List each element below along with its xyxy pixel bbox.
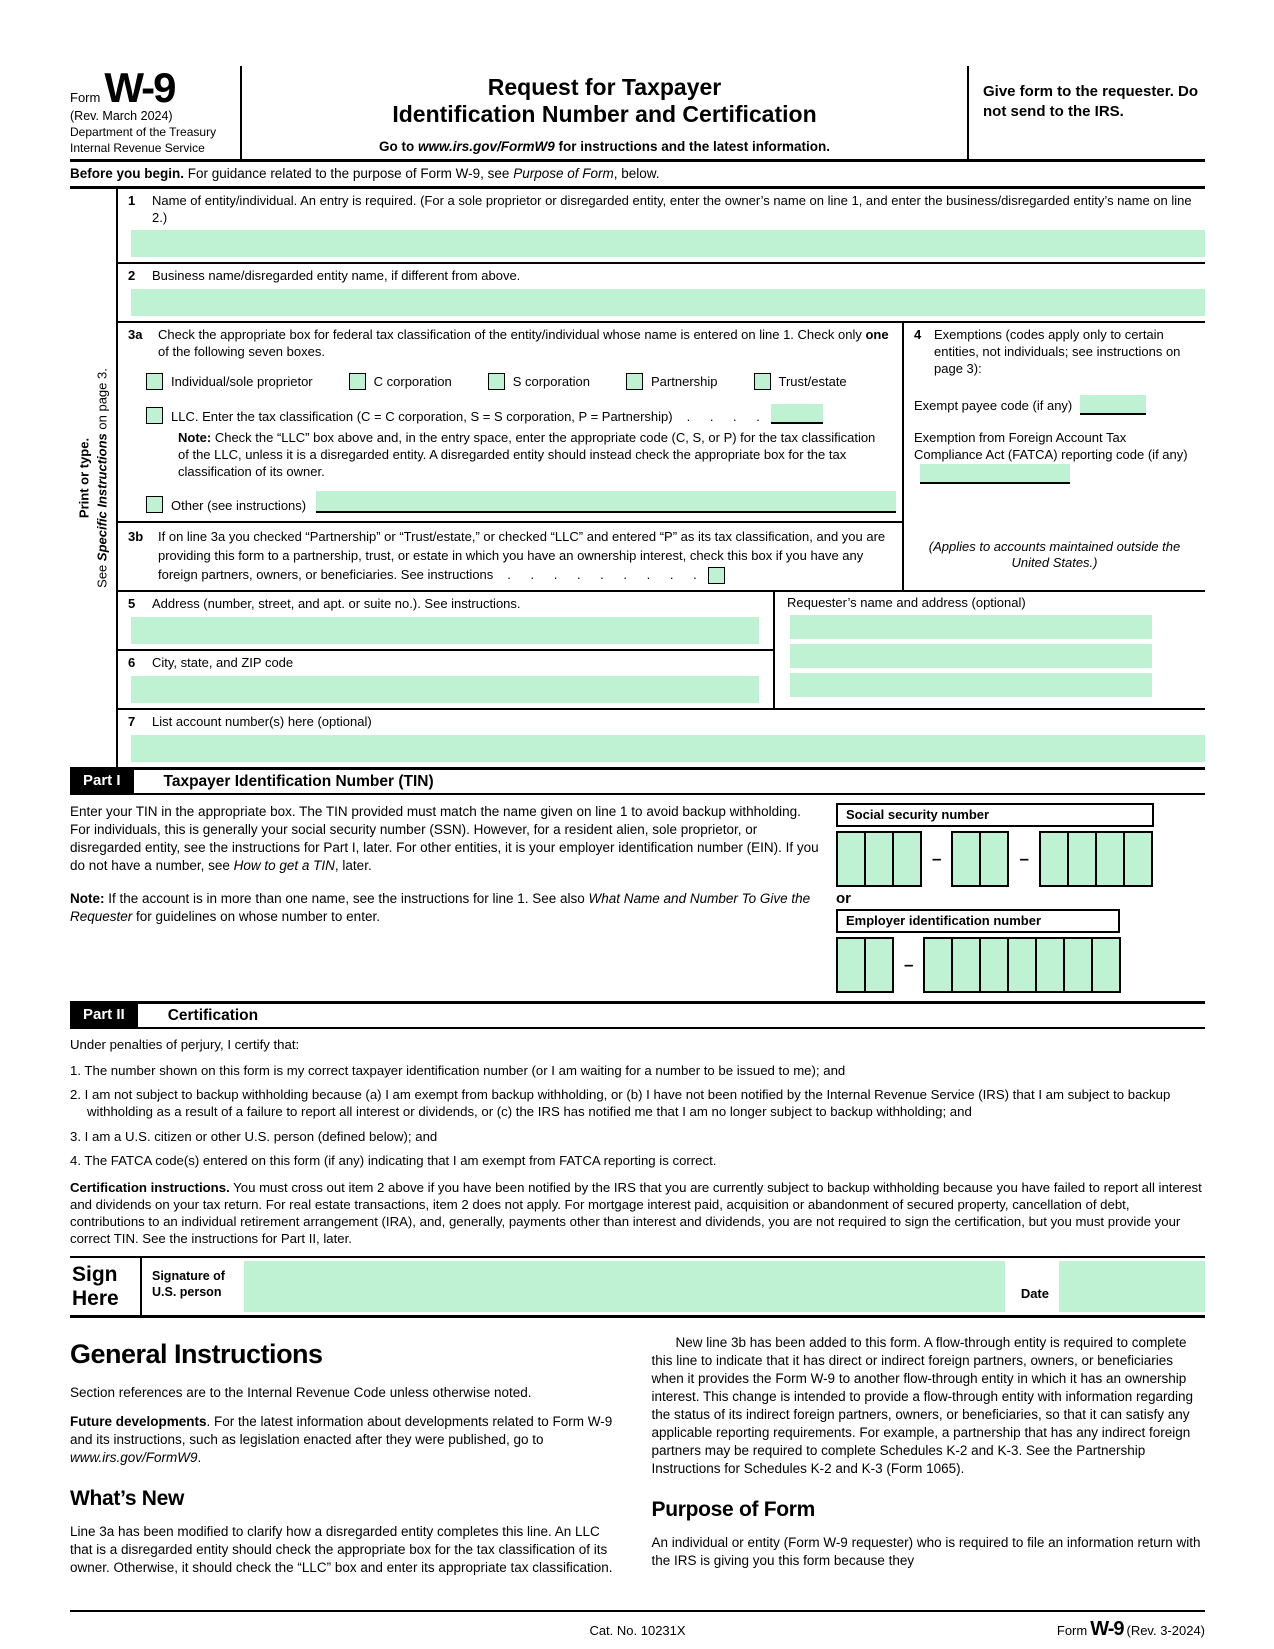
part2-badge: Part II (70, 1004, 138, 1027)
label-llc: LLC. Enter the tax classification (C = C corporation, S = S corporation, P = Partnership) (171, 409, 673, 425)
tin-instructions-paragraph: Enter your TIN in the appropriate box. The TIN provided must match the name given on line 1 to avoid backup withholding. For individuals, this is generally your social security number (SSN). However, for a resident alien, sole proprietor, or disregarded entity, see the instructions for Part I, later. For other entities, it is your employer identification number (EIN). If you do not have a number, see How to get a TIN, later. (70, 804, 819, 873)
option-c-corporation (349, 373, 452, 390)
part1-badge: Part I (70, 770, 134, 793)
see-prefix: See (94, 560, 109, 588)
line3a-label: Check the appropriate box for federal tax classification of the entity/individual whose name is entered on line 1. Check only one of the following seven boxes. (158, 327, 889, 360)
fatca-label: Exemption from Foreign Account Tax Compliance Act (FATCA) reporting code (if any) (914, 430, 1188, 462)
certification-item-3: 3. I am a U.S. citizen or other U.S. person (defined below); and (70, 1128, 438, 1144)
tax-classification-checkboxes (146, 373, 902, 390)
ssn-digit-cell[interactable] (1039, 831, 1069, 887)
line3b-number: 3b (128, 528, 144, 544)
before-begin-suffix: , below. (613, 165, 660, 181)
form-word: Form (70, 90, 101, 105)
ein-dash: – (904, 955, 914, 975)
goto-prefix: Go to (378, 139, 418, 155)
part2-title: Certification (167, 1006, 259, 1024)
form-identity-block (70, 66, 242, 159)
requester-input-line2[interactable] (790, 644, 1152, 668)
before-begin-italic: Purpose of Form (513, 165, 614, 181)
goto-suffix: for instructions and the latest information. (554, 139, 831, 155)
ssn-label-box: Social security number (836, 803, 1154, 827)
tin-entry-column (822, 803, 1205, 995)
checkbox-individual-sole-proprietor[interactable] (146, 373, 163, 390)
ein-digit-cell[interactable] (1007, 937, 1037, 993)
line2-label: Business name/disregarded entity name, if different from above. (152, 268, 521, 284)
line1-number: 1 (128, 192, 136, 208)
form-title-block (242, 66, 967, 159)
ein-digit-cell[interactable] (923, 937, 953, 993)
certification-intro: Under penalties of perjury, I certify that: (70, 1037, 300, 1053)
line5-number: 5 (128, 596, 136, 612)
instructions-section (70, 1334, 1205, 1589)
address-input[interactable] (131, 617, 759, 644)
form-fields-body (116, 189, 1205, 767)
classification-row (118, 323, 1205, 592)
tin-note-paragraph: Note: If the account is in more than one name, see the instructions for line 1. See also What Name and Number To Give the Requester for guidelines on whose number to enter. (70, 890, 811, 924)
ssn-group-middle (951, 831, 1009, 887)
before-begin-text: For guidance related to the purpose of Form W-9, see (184, 165, 514, 181)
date-input[interactable] (1059, 1261, 1205, 1312)
form-header (70, 66, 1205, 162)
ein-digit-cell[interactable] (979, 937, 1009, 993)
line6-box (118, 651, 773, 708)
label-c-corporation: C corporation (373, 374, 452, 390)
line3b-dot-leader: . . . . . . . . . (507, 566, 698, 582)
date-label: Date (1020, 1285, 1049, 1301)
sidebar-rotated-text (75, 228, 110, 728)
llc-dot-leader: . . . . (686, 409, 761, 425)
print-or-type-label: Print or type. (76, 437, 92, 518)
classification-left-cell (118, 323, 902, 590)
ssn-digit-cell[interactable] (951, 831, 981, 887)
line7-row (118, 710, 1205, 762)
option-llc (146, 404, 902, 424)
certification-instructions-bold: Certification instructions. (70, 1179, 230, 1195)
ssn-dash: – (932, 849, 942, 869)
address-left-cell (118, 592, 773, 708)
line4-label: Exemptions (codes apply only to certain entities, not individuals; see instructions on page 3): (934, 327, 1181, 377)
exempt-payee-row (914, 395, 1195, 415)
signature-row (70, 1256, 1205, 1318)
ssn-digit-cell[interactable] (836, 831, 866, 887)
note-text: Check the “LLC” box above and, in the entry space, enter the appropriate code (C, S, or P) for the tax classification of the LLC, unless it is a disregarded entity. A disregarded entity should instead check the appropriate box for the tax classification of its owner. (178, 430, 876, 479)
business-name-input[interactable] (131, 289, 1205, 316)
option-individual (146, 373, 313, 390)
ein-digit-cell[interactable] (1091, 937, 1121, 993)
line4-exemptions-cell (902, 323, 1205, 590)
print-or-type-sidebar (70, 189, 116, 767)
line3a-number: 3a (128, 327, 143, 343)
general-instructions-title: General Instructions (70, 1338, 323, 1369)
ssn-digit-cell[interactable] (979, 831, 1009, 887)
agency-line: Internal Revenue Service (70, 140, 205, 155)
form-title-line2: Identification Number and Certification (392, 101, 817, 128)
line2-number: 2 (128, 268, 136, 284)
line6-number: 6 (128, 655, 136, 671)
checkbox-c-corporation[interactable] (349, 373, 366, 390)
new-line-3b-paragraph: New line 3b has been added to this form. A flow-through entity is required to complete this line to indicate that it has direct or indirect foreign partners, owners, or beneficiaries when it provides the Form W-9 to another flow-through entity in which it has an ownership interest. This change is intended to provide a flow-through entity with information regarding the status of its indirect foreign partners, owners, or beneficiaries, so that it can satisfy any applicable reporting requirements. For example, a partnership that has any indirect foreign partners may be required to complete Schedules K-2 and K-3. See the Partnership Instructions for Schedules K-2 and K-3 (Form 1065). (651, 1334, 1194, 1477)
page-footer (70, 1610, 1205, 1641)
checkbox-partnership[interactable] (626, 373, 643, 390)
ssn-digit-cell[interactable] (1095, 831, 1125, 887)
specific-instructions-label: Specific Instructions (94, 433, 109, 561)
before-you-begin-line (70, 162, 1205, 189)
purpose-paragraph: An individual or entity (Form W-9 requester) who is required to file an information return with the IRS is giving you this form because they (651, 1535, 1201, 1569)
certification-item-1: 1. The number shown on this form is my correct taxpayer identification number (or I am waiting for a number to be issued to me); and (70, 1063, 846, 1079)
give-form-notice: Give form to the requester. Do not send to the IRS. (967, 66, 1205, 159)
fatca-code-input[interactable] (920, 464, 1070, 484)
ein-digit-cell[interactable] (951, 937, 981, 993)
label-other: Other (see instructions) (171, 497, 307, 513)
city-state-zip-input[interactable] (131, 676, 759, 703)
option-partnership (626, 373, 717, 390)
label-s-corporation: S corporation (512, 374, 591, 390)
line3a-note (178, 430, 902, 481)
line4-number: 4 (914, 327, 922, 343)
exempt-payee-code-input[interactable] (1080, 395, 1146, 415)
instructions-left-column (70, 1334, 624, 1589)
department-line: Department of the Treasury (70, 124, 217, 139)
address-row (118, 592, 1205, 710)
ssn-digit-cell[interactable] (1123, 831, 1153, 887)
whats-new-paragraph: Line 3a has been modified to clarify how a disregarded entity completes this line. An LLC that is a disregarded entity should check the appropriate box for the tax classification of its owner. Otherwise, it should check the “LLC” box and enter its appropriate tax classification. (70, 1524, 613, 1576)
ssn-input-row (836, 831, 1205, 887)
checkbox-llc[interactable] (146, 407, 163, 424)
future-developments-paragraph: Future developments. For the latest information about developments related to Form W-9 and its instructions, such as legislation enacted after they were published, go to www.irs.gov/FormW9. (70, 1413, 613, 1465)
line7-number: 7 (128, 714, 136, 730)
line7-label: List account number(s) here (optional) (152, 714, 372, 730)
certification-instructions (70, 1179, 1205, 1248)
ein-group-prefix (836, 937, 894, 993)
part1-text-column (70, 803, 822, 995)
applies-note: (Applies to accounts maintained outside the United States.) (928, 538, 1181, 571)
line5-box (118, 592, 773, 651)
whats-new-title: What’s New (70, 1487, 185, 1511)
part1-title: Taxpayer Identification Number (TIN) (163, 772, 434, 790)
goto-instructions-line (254, 139, 955, 154)
other-classification-input[interactable] (316, 491, 896, 513)
ein-digit-cell[interactable] (1035, 937, 1065, 993)
option-s-corporation (488, 373, 590, 390)
line2-row (118, 264, 1205, 323)
checkbox-s-corporation[interactable] (488, 373, 505, 390)
ssn-digit-cell[interactable] (892, 831, 922, 887)
checkbox-trust-estate[interactable] (754, 373, 771, 390)
section-references-paragraph: Section references are to the Internal Revenue Code unless otherwise noted. (70, 1384, 532, 1400)
footer-form-id: Form W-9 (Rev. 3-2024) (1056, 1618, 1205, 1641)
checkbox-other[interactable] (146, 496, 163, 513)
ssn-dash: – (1019, 849, 1029, 869)
catalog-number: Cat. No. 10231X (589, 1623, 686, 1639)
exempt-payee-label: Exempt payee code (if any) (914, 398, 1073, 414)
ssn-digit-cell[interactable] (864, 831, 894, 887)
line1-row (118, 189, 1205, 265)
line5-label: Address (number, street, and apt. or suite no.). See instructions. (152, 596, 521, 612)
ssn-digit-cell[interactable] (1067, 831, 1097, 887)
option-other (146, 491, 896, 513)
signature-input[interactable] (244, 1261, 1005, 1312)
requester-cell (773, 592, 1205, 708)
ssn-group-area (836, 831, 922, 887)
label-trust-estate: Trust/estate (778, 374, 847, 390)
line6-label: City, state, and ZIP code (152, 655, 294, 671)
certification-item-4: 4. The FATCA code(s) entered on this form (if any) indicating that I am exempt from FATCA reporting is correct. (70, 1152, 717, 1168)
requester-label: Requester’s name and address (optional) (787, 595, 1026, 611)
purpose-of-form-title: Purpose of Form (651, 1498, 816, 1522)
note-bold: Note: (178, 430, 212, 446)
account-numbers-input[interactable] (131, 735, 1205, 762)
requester-input-line1[interactable] (790, 615, 1152, 639)
line3a-box (118, 323, 902, 522)
part2-header (70, 1001, 1205, 1029)
page3-suffix: on page 3. (94, 368, 109, 434)
ein-digit-cell[interactable] (836, 937, 866, 993)
ein-input-row (836, 937, 1205, 993)
option-trust-estate (754, 373, 847, 390)
or-label: or (836, 890, 851, 908)
name-input[interactable] (131, 230, 1205, 257)
form-title-line1: Request for Taxpayer (487, 74, 722, 100)
line3b-box (118, 523, 902, 591)
ssn-group-serial (1039, 831, 1153, 887)
label-partnership: Partnership (651, 374, 718, 390)
part2-body (70, 1029, 1205, 1256)
ein-digit-cell[interactable] (1063, 937, 1093, 993)
ein-label-box: Employer identification number (836, 909, 1120, 933)
ein-digit-cell[interactable] (864, 937, 894, 993)
label-individual-sole-proprietor: Individual/sole proprietor (171, 374, 313, 390)
instructions-right-column (652, 1334, 1206, 1589)
ein-group-serial (923, 937, 1121, 993)
form-revision: (Rev. March 2024) (70, 108, 173, 123)
line1-label: Name of entity/individual. An entry is required. (For a sole proprietor or disregarded entity, enter the owner’s name on line 1, and enter the business/disregarded entity’s name on line 2.) (152, 192, 1192, 225)
certification-item-2: 2. I am not subject to backup withholding because (a) I am exempt from backup withholding, or (b) I have not been notified by the Internal Revenue Service (IRS) that I am subject to backup withholding as a result of a failure to report all interest or dividends, or (c) the IRS has notified me that I am no longer subject to backup withholding; and (70, 1087, 1171, 1120)
part1-body (70, 795, 1205, 1001)
fatca-row (914, 430, 1195, 484)
part1-header (70, 767, 1205, 795)
sign-here-label: Sign Here (70, 1258, 142, 1315)
form-number: W-9 (104, 64, 175, 111)
irs-url: www.irs.gov/FormW9 (417, 139, 555, 155)
certification-instructions-text: You must cross out item 2 above if you have been notified by the IRS that you are currently subject to backup withholding because you have failed to report all interest and dividends on your tax return. For real estate transactions, item 2 does not apply. For mortgage interest paid, acquisition or abandonment of secured property, cancellation of debt, contributions to an individual retirement arrangement (IRA), and, generally, payments other than interest and dividends, you are not required to sign the certification, but you must provide your correct TIN. See the instructions for Part II, later. (70, 1179, 1202, 1247)
llc-classification-input[interactable] (771, 404, 823, 424)
signature-of-label: Signature of U.S. person (152, 1268, 225, 1299)
form-fields-table (70, 189, 1205, 767)
before-begin-bold: Before you begin. (70, 165, 185, 181)
line3b-label: If on line 3a you checked “Partnership” or “Trust/estate,” or checked “LLC” and entered “P” as its tax classification, and you are providing this form to a partnership, trust, or estate in which you have an ownership interest, check this box if you have any foreign partners, owners, or beneficiaries. See instructions . . . . . . . . . (158, 528, 894, 585)
requester-input-line3[interactable] (790, 673, 1152, 697)
checkbox-foreign-partners[interactable] (708, 567, 725, 584)
